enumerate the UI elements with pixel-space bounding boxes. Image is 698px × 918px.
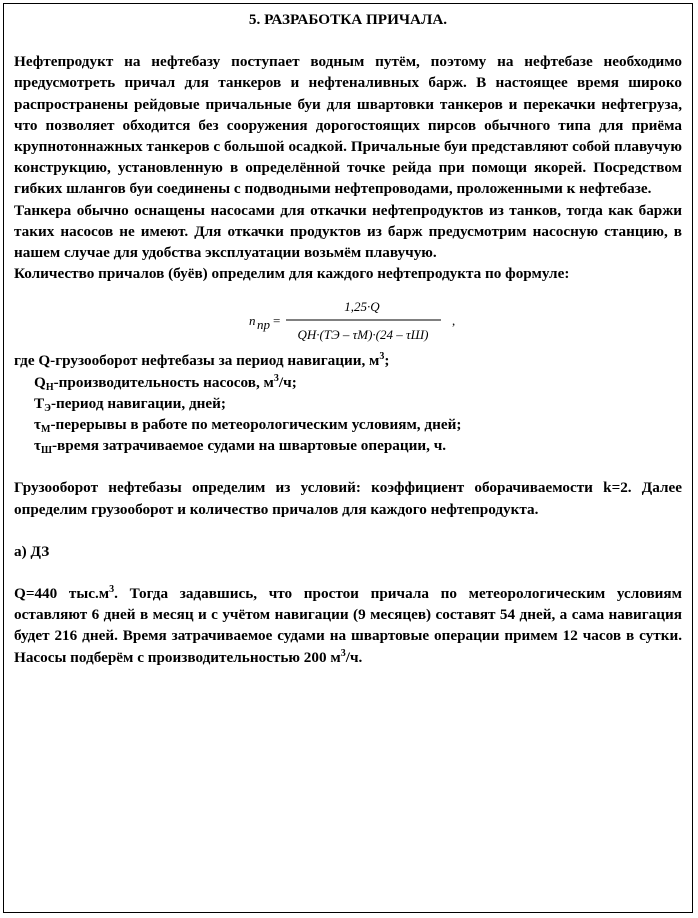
spacer	[4, 30, 692, 51]
turnover-paragraph: Грузооборот нефтебазы определим из условий: коэффициент оборачиваемости k=2. Далее определим грузооборот и количество причалов для каждого нефтепродукта.	[14, 479, 682, 518]
formula-lhs: n	[249, 313, 256, 329]
final-text-b: . Тогда задавшись, что простои причала по метеорологическим условиям оставляют 6 дней в месяц и с учётом навигации (9 месяцев) составят 54 дней, а сама навигация будет 216 дней. Время затрачиваемое судами на швартовые операции примем 12 часов в сутки. Насосы подберём с производительностью 200 м	[14, 585, 682, 666]
final-paragraph	[14, 583, 682, 668]
section-a-heading: а) ДЗ	[14, 542, 50, 560]
def-tm-sub: М	[41, 424, 51, 436]
formula-comma: ,	[452, 313, 456, 329]
def-q-sup: 3	[379, 351, 385, 363]
def-te-text: -период навигации, дней;	[50, 394, 226, 412]
spacer	[4, 562, 692, 583]
def-tm	[14, 414, 682, 435]
final-sup: 3	[109, 584, 115, 596]
def-tsh	[14, 435, 682, 456]
formula-numerator: 1,25·Q	[344, 299, 380, 315]
def-tsh-sub: Ш	[41, 445, 52, 457]
final-sup2: 3	[340, 647, 346, 659]
section-title: 5. РАЗРАБОТКА ПРИЧАЛА.	[248, 11, 448, 28]
formula-lhs-sub: пр	[257, 317, 270, 333]
def-tsh-text: -время затрачиваемое судами на швартовые операции, ч.	[52, 437, 447, 455]
definitions-list	[14, 350, 682, 456]
final-text-a: Q=440 тыс.м	[14, 585, 110, 603]
def-qn	[14, 372, 682, 393]
intro-paragraph: Нефтепродукт на нефтебазу поступает водным путём, поэтому на нефтебазе необходимо предусмотреть причал для танкеров и нефтеналивных барж. В настоящее время широко распространены рейдовые причальные буи для швартовки танкеров и перекачки нефтегруза, что позволяет обходится без сооружения дорогостоящих пирсов обычного типа для приёма крупнотоннажных танкеров с большой осадкой. Причальные буи представляют собой плавучую конструкцию, установленную в определённой точке рейда при помощи якорей. Посредством гибких шлангов буи соединены с подводными нефтепроводами, проложенными к нефтебазе.	[14, 53, 682, 198]
formula-graphic	[244, 292, 484, 350]
def-te-sub: Э	[44, 402, 51, 414]
def-te	[14, 393, 682, 414]
def-qn-text: -производительность насосов, м	[53, 373, 274, 391]
def-q	[14, 350, 682, 371]
document-page	[3, 3, 693, 913]
def-te-sym: T	[34, 394, 45, 412]
spacer	[4, 456, 692, 477]
spacer	[4, 520, 692, 541]
def-tm-text: -перерывы в работе по метеорологическим условиям, дней;	[50, 416, 462, 434]
def-qn-end: /ч;	[278, 373, 297, 391]
def-tsh-sym: τ	[34, 437, 42, 455]
formula-denominator: QН·(TЭ – τМ)·(24 – τШ)	[297, 327, 429, 343]
pumps-paragraph: Танкера обычно оснащены насосами для откачки нефтепродуктов из танков, тогда как баржи таких насосов не имеют. Для откачки продуктов из барж предусмотрим насосную станцию, в нашем случае для удобства эксплуатации возьмём плавучую.	[14, 201, 682, 262]
def-q-text: где Q-грузооборот нефтебазы за период навигации, м	[14, 352, 380, 370]
def-qn-sym: Q	[34, 373, 46, 391]
count-intro-paragraph: Количество причалов (буёв) определим для каждого нефтепродукта по формуле:	[14, 265, 570, 283]
def-q-end: ;	[384, 352, 390, 370]
formula-eq: =	[273, 313, 281, 329]
def-qn-sup: 3	[273, 372, 279, 384]
final-text-c: /ч.	[345, 648, 363, 666]
def-qn-sub: Н	[45, 381, 54, 393]
def-tm-sym: τ	[34, 416, 42, 434]
berth-count-formula	[4, 292, 692, 350]
